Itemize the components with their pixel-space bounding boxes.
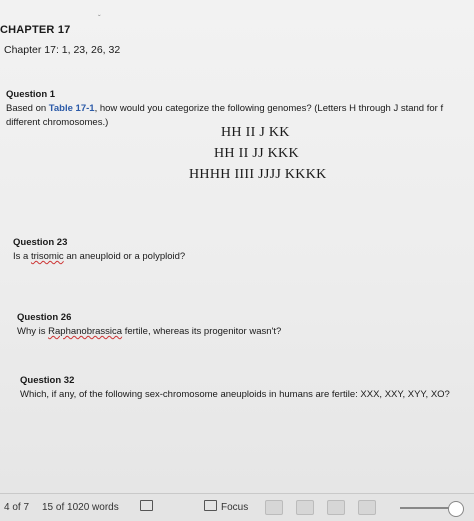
page-count[interactable]: 4 of 7: [4, 502, 30, 513]
question-26-post: fertile, whereas its progenitor wasn't?: [122, 326, 282, 337]
focus-button[interactable]: Focus: [221, 502, 249, 513]
question-23-title: Question 23: [13, 237, 68, 248]
zoom-slider-thumb[interactable]: [448, 501, 464, 517]
genome-1: HH II J KK: [221, 125, 290, 140]
question-26-text: [17, 326, 281, 337]
question-1-text-start: Based on: [6, 103, 49, 114]
read-mode-icon[interactable]: [296, 500, 314, 515]
question-23-pre: Is a: [13, 251, 31, 262]
question-1-title: Question 1: [6, 89, 56, 100]
genome-2: HH II JJ KKK: [214, 146, 299, 161]
question-1-text: [6, 103, 443, 114]
web-layout-icon[interactable]: [327, 500, 345, 515]
print-layout-icon[interactable]: [265, 500, 283, 515]
question-23-text: [13, 251, 185, 262]
word-count[interactable]: 15 of 1020 words: [42, 502, 119, 513]
question-1-text-end: , how would you categorize the following genomes? (Letters H through J stand for f: [94, 103, 444, 114]
raphanobrassica-word[interactable]: Raphanobrassica: [48, 326, 123, 337]
question-32-text: Which, if any, of the following sex-chromosome aneuploids in humans are fertile: XXX, XXY, XYY, XO?: [20, 389, 450, 400]
genome-3: HHHH IIII JJJJ KKKK: [189, 167, 327, 182]
proofing-icon[interactable]: [140, 500, 153, 511]
chapter-heading: CHAPTER 17: [0, 24, 71, 36]
cursor-mark: ˇ: [98, 14, 101, 23]
question-26-pre: Why is: [17, 326, 49, 337]
question-26-title: Question 26: [17, 312, 72, 323]
status-bar: [0, 493, 474, 521]
chapter-subtitle: Chapter 17: 1, 23, 26, 32: [4, 44, 121, 56]
outline-view-icon[interactable]: [358, 500, 376, 515]
question-32-title: Question 32: [20, 375, 75, 386]
focus-icon: [204, 500, 217, 511]
table-17-1-link[interactable]: Table 17-1: [48, 103, 95, 114]
trisomic-word[interactable]: trisomic: [30, 251, 64, 262]
question-1-text-line2: different chromosomes.): [6, 117, 109, 128]
question-23-post: an aneuploid or a polyploid?: [63, 251, 186, 262]
